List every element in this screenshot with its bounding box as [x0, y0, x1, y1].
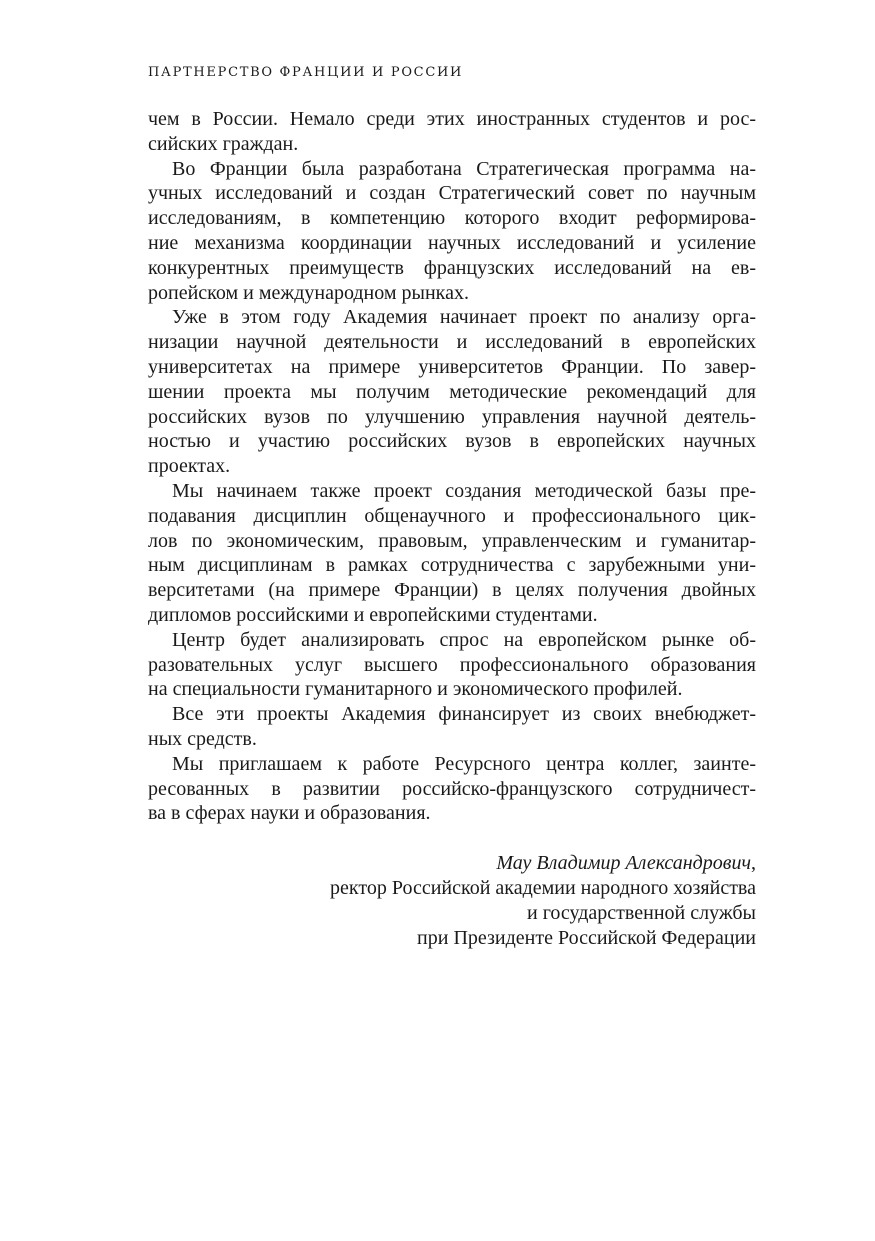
text-line: разовательных услуг высшего профессионального образования [148, 653, 756, 676]
paragraph-2 [148, 157, 756, 306]
text-line: Мы начинаем также проект создания методической базы пре- [172, 479, 756, 502]
text-line: ние механизма координации научных исследований и усиление [148, 231, 756, 254]
signature-name: Мау Владимир Александрович [496, 852, 751, 874]
text-line: университетах на примере университетов Франции. По завер- [148, 355, 756, 378]
signature-title-line: при Президенте Российской Федерации [417, 927, 756, 949]
text-line: на специальности гуманитарного и экономического профилей. [148, 678, 683, 701]
text-line: верситетами (на примере Франции) в целях получения двойных [148, 579, 756, 602]
text-line: ропейском и международном рынках. [148, 281, 469, 304]
paragraph-6 [148, 702, 756, 752]
text-line: Мы приглашаем к работе Ресурсного центра коллег, заинте- [172, 752, 756, 775]
text-line: ресованных в развитии российско-французского сотрудничест- [148, 777, 756, 800]
signature-title-line: и государственной службы [526, 902, 756, 924]
text-line: ным дисциплинам в рамках сотрудничества с зарубежными уни- [148, 554, 756, 577]
text-line: Центр будет анализировать спрос на европейском рынке об- [172, 628, 756, 651]
paragraph-3 [148, 305, 756, 479]
text-line: российских вузов по улучшению управления научной деятель- [148, 405, 756, 428]
signature-block [148, 851, 756, 951]
text-line: конкурентных преимуществ французских исследований на ев- [148, 256, 756, 279]
text-line: Во Франции была разработана Стратегическая программа на- [172, 157, 756, 180]
body-text [148, 107, 756, 826]
signature-name-line [148, 851, 756, 876]
text-line: Все эти проекты Академия финансирует из своих внебюджет- [172, 703, 756, 726]
text-line: ных средств. [148, 727, 257, 750]
paragraph-7 [148, 752, 756, 826]
text-line: проектах. [148, 455, 231, 478]
running-head: ПАРТНЕРСТВО ФРАНЦИИ И РОССИИ [148, 65, 464, 80]
text-line: дипломов российскими и европейскими студентами. [148, 603, 598, 626]
text-line: исследованиям, в компетенцию которого входит реформирова- [148, 207, 756, 230]
text-line: лов по экономическим, правовым, управленческим и гуманитар- [148, 529, 756, 552]
paragraph-1 [148, 107, 756, 157]
text-line: учных исследований и создан Стратегический совет по научным [148, 182, 756, 205]
signature-name-comma: , [751, 852, 756, 874]
signature-title-line: ректор Российской академии народного хозяйства [330, 877, 756, 899]
text-line: ва в сферах науки и образования. [148, 802, 431, 825]
paragraph-4 [148, 479, 756, 628]
text-line: ностью и участию российских вузов в европейских научных [148, 430, 756, 453]
text-line: шении проекта мы получим методические рекомендаций для [148, 380, 756, 403]
text-line: чем в России. Немало среди этих иностранных студентов и рос- [148, 108, 756, 130]
text-line: сийских граждан. [148, 132, 299, 155]
text-line: подавания дисциплин общенаучного и профессионального цик- [148, 504, 756, 527]
text-line: низации научной деятельности и исследований в европейских [148, 331, 756, 354]
text-line: Уже в этом году Академия начинает проект по анализу орга- [172, 306, 756, 329]
paragraph-5 [148, 628, 756, 702]
